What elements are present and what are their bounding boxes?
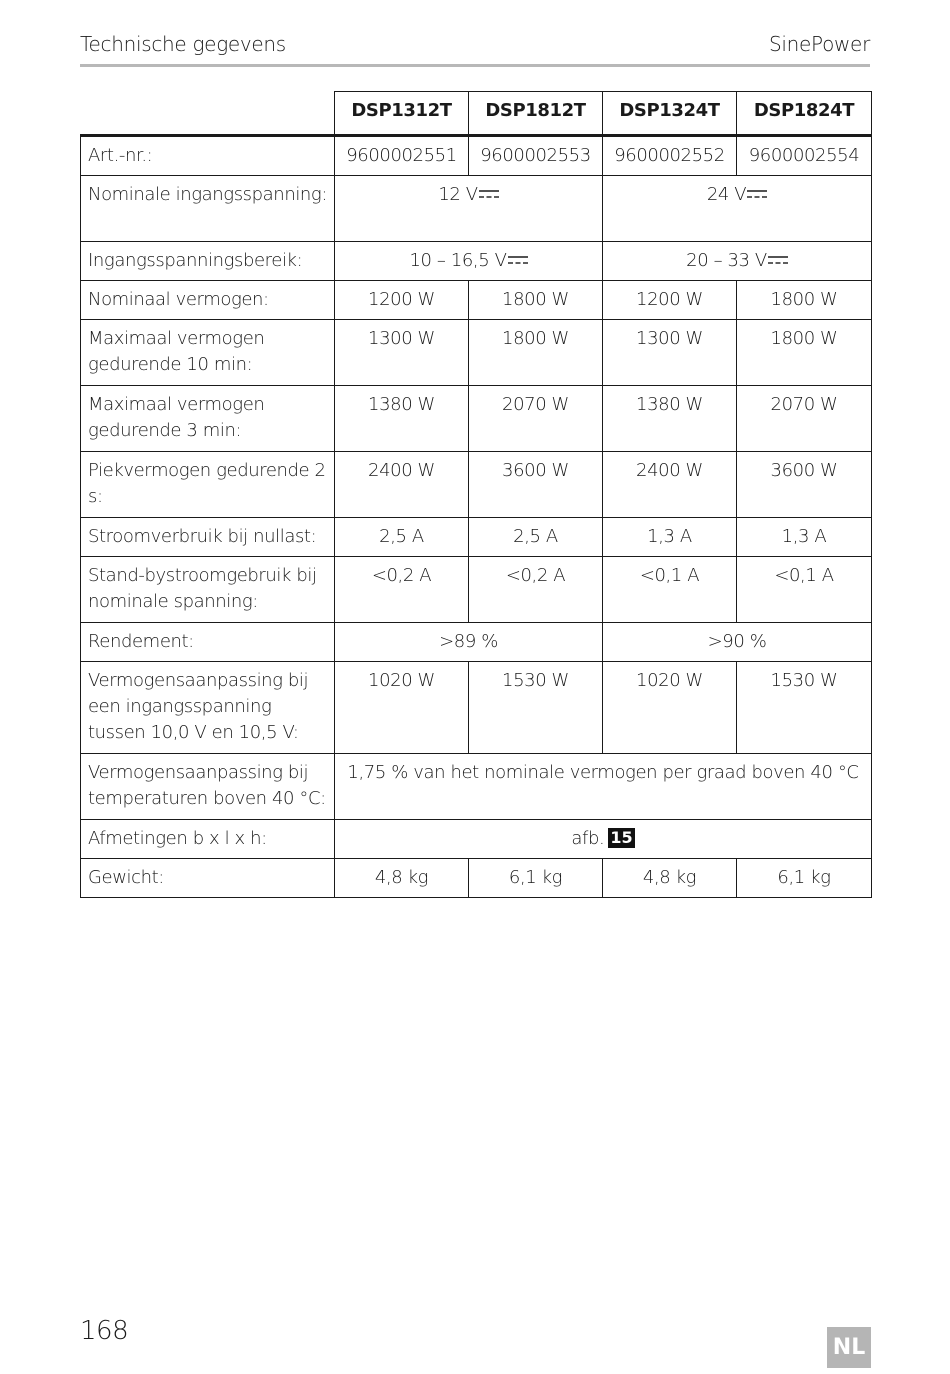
header-blank-cell [81, 92, 335, 136]
cell-value: 1300 W [603, 320, 737, 386]
table-row [81, 452, 872, 518]
cell-value: 9600002552 [603, 136, 737, 176]
row-label: Ingangsspanningsbereik: [81, 242, 335, 281]
cell-value: <0,1 A [603, 557, 737, 623]
page-number: 168 [80, 1316, 129, 1346]
cell-value: 3600 W [737, 452, 872, 518]
cell-value: 1020 W [335, 662, 469, 754]
model-header: DSP1312T [335, 92, 469, 136]
dc-voltage-icon [508, 255, 528, 265]
row-label: Vermogensaanpassing bij temperaturen boven 40 °C: [81, 754, 335, 820]
row-label: Gewicht: [81, 859, 335, 898]
table-row [81, 386, 872, 452]
cell-value: 2400 W [603, 452, 737, 518]
table-row [81, 820, 872, 859]
cell-value [603, 176, 872, 242]
cell-value: 1380 W [335, 386, 469, 452]
cell-value: 1200 W [603, 281, 737, 320]
technical-data-table [80, 91, 872, 898]
cell-value: >90 % [603, 623, 872, 662]
cell-value: 3600 W [469, 452, 603, 518]
dc-voltage-icon [479, 189, 499, 199]
cell-text: 12 V [438, 184, 478, 205]
cell-value [603, 242, 872, 281]
cell-value: 2070 W [469, 386, 603, 452]
table-row [81, 557, 872, 623]
cell-value: 6,1 kg [737, 859, 872, 898]
model-header: DSP1324T [603, 92, 737, 136]
row-label: Vermogensaanpassing bij een ingangsspanning tussen 10,0 V en 10,5 V: [81, 662, 335, 754]
cell-value: 2400 W [335, 452, 469, 518]
table-row [81, 176, 872, 242]
cell-value: 2,5 A [335, 518, 469, 557]
cell-value [335, 176, 603, 242]
language-badge: NL [827, 1327, 871, 1368]
cell-text: 10 – 16,5 V [409, 250, 507, 271]
row-label: Stand-bystroomgebruik bij nominale spanning: [81, 557, 335, 623]
page-header [80, 30, 870, 67]
cell-text: 20 – 33 V [686, 250, 767, 271]
cell-value: 1,3 A [737, 518, 872, 557]
model-header: DSP1824T [737, 92, 872, 136]
row-label: Nominale ingangsspanning: [81, 176, 335, 242]
row-label: Nominaal vermogen: [81, 281, 335, 320]
figure-reference-badge: 15 [610, 828, 633, 847]
row-label: Maximaal vermogen gedurende 3 min: [81, 386, 335, 452]
cell-value: <0,2 A [469, 557, 603, 623]
cell-value: 1530 W [737, 662, 872, 754]
table-row [81, 623, 872, 662]
header-section-title: Technische gegevens [80, 32, 286, 56]
cell-value: 1530 W [469, 662, 603, 754]
cell-value: 4,8 kg [603, 859, 737, 898]
cell-value [335, 820, 872, 859]
table-row [81, 242, 872, 281]
row-label: Afmetingen b x l x h: [81, 820, 335, 859]
table-row [81, 662, 872, 754]
cell-value: 1020 W [603, 662, 737, 754]
table-row [81, 518, 872, 557]
row-label: Stroomverbruik bij nullast: [81, 518, 335, 557]
table-row [81, 320, 872, 386]
cell-value: <0,2 A [335, 557, 469, 623]
cell-value: 1800 W [737, 281, 872, 320]
cell-value: 9600002551 [335, 136, 469, 176]
cell-value: 4,8 kg [335, 859, 469, 898]
header-product-name: SinePower [768, 32, 870, 56]
cell-text: 24 V [706, 184, 747, 205]
cell-value: 9600002554 [737, 136, 872, 176]
table-header-row [81, 92, 872, 136]
row-label: Rendement: [81, 623, 335, 662]
row-label: Maximaal vermogen gedurende 10 min: [81, 320, 335, 386]
cell-value: 1800 W [469, 281, 603, 320]
cell-value: 9600002553 [469, 136, 603, 176]
cell-value: 1380 W [603, 386, 737, 452]
cell-value: 2070 W [737, 386, 872, 452]
cell-value: 1,75 % van het nominale vermogen per graad boven 40 °C [335, 754, 872, 820]
cell-value: 1800 W [737, 320, 872, 386]
cell-value [335, 242, 603, 281]
cell-value: 1800 W [469, 320, 603, 386]
table-row [81, 136, 872, 176]
figure-prefix: afb. [571, 828, 605, 849]
model-header: DSP1812T [469, 92, 603, 136]
cell-value: <0,1 A [737, 557, 872, 623]
row-label: Art.-nr.: [81, 136, 335, 176]
table-row [81, 281, 872, 320]
row-label: Piekvermogen gedurende 2 s: [81, 452, 335, 518]
table-row [81, 754, 872, 820]
cell-value: >89 % [335, 623, 603, 662]
cell-value: 1200 W [335, 281, 469, 320]
cell-value: 1300 W [335, 320, 469, 386]
dc-voltage-icon [747, 189, 767, 199]
cell-value: 6,1 kg [469, 859, 603, 898]
dc-voltage-icon [768, 255, 788, 265]
table-row [81, 859, 872, 898]
cell-value: 2,5 A [469, 518, 603, 557]
cell-value: 1,3 A [603, 518, 737, 557]
